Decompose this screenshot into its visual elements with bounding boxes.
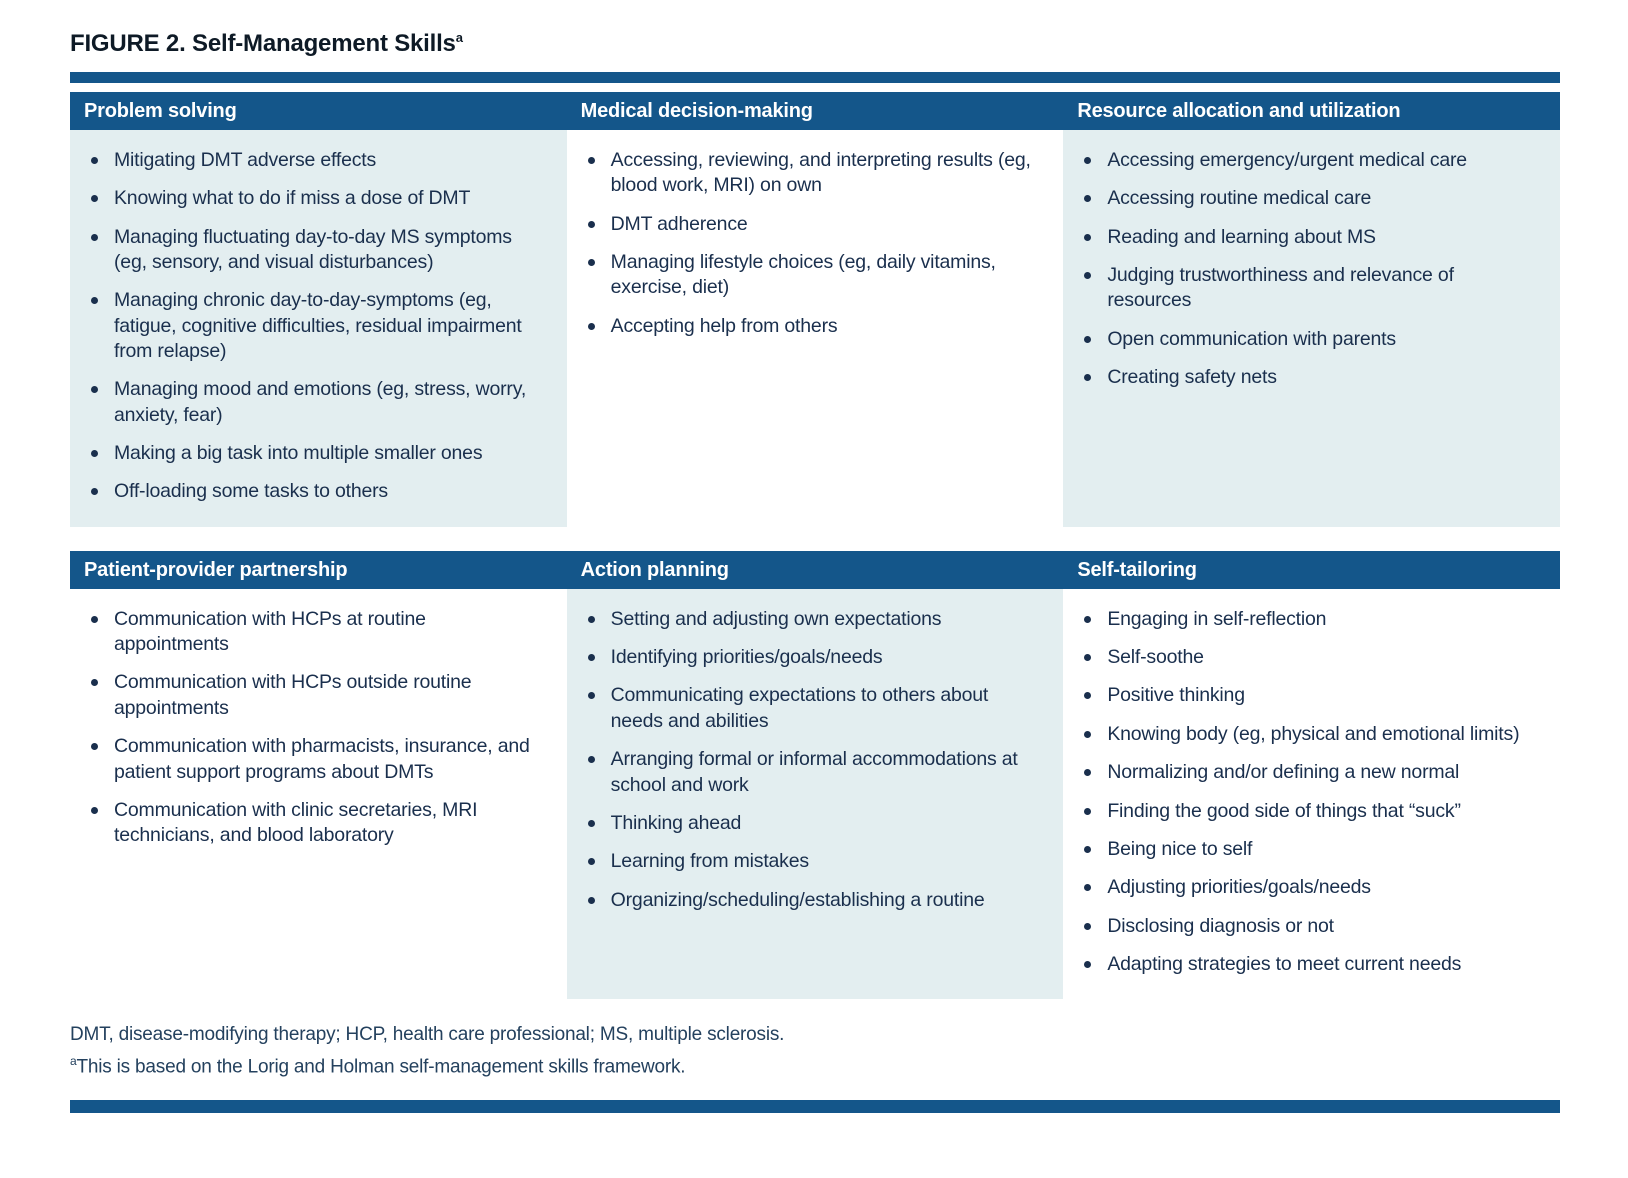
bottom-border-bar [70,1100,1560,1113]
panel-body-self-tailoring [1063,589,1560,999]
skill-item: Adjusting priorities/goals/needs [1081,875,1534,900]
panel-body-problem-solving [70,130,567,527]
skill-item: Communication with HCPs at routine appointments [88,607,541,658]
figure-name: Self-Management Skills [185,30,456,57]
skill-item: Disclosing diagnosis or not [1081,914,1534,939]
skill-item: Managing mood and emotions (eg, stress, worry, anxiety, fear) [88,377,541,428]
skill-item: Finding the good side of things that “suck” [1081,799,1534,824]
panel-body-action-planning [567,589,1064,999]
skill-item: Communication with clinic secretaries, MRI technicians, and blood laboratory [88,798,541,849]
skill-item: Being nice to self [1081,837,1534,862]
skill-item: Accepting help from others [585,314,1038,339]
skill-item: Adapting strategies to meet current needs [1081,952,1534,977]
skill-list-patient-provider-partnership [88,607,541,849]
skill-item: Judging trustworthiness and relevance of resources [1081,263,1534,314]
skill-item: Accessing routine medical care [1081,186,1534,211]
skill-item: Accessing emergency/urgent medical care [1081,148,1534,173]
skill-item: Off-loading some tasks to others [88,479,541,504]
skill-item: Positive thinking [1081,683,1534,708]
figure-title-superscript: a [455,30,463,45]
source-footnote [70,1052,1560,1082]
skill-item: Open communication with parents [1081,327,1534,352]
panel-body-medical-decision-making [567,130,1064,527]
skill-item: Managing chronic day-to-day-symptoms (eg, fatigue, cognitive difficulties, residual impairment from relapse) [88,288,541,364]
skill-item: Setting and adjusting own expectations [585,607,1038,632]
skill-item: Communicating expectations to others about needs and abilities [585,683,1038,734]
skill-item: Making a big task into multiple smaller ones [88,441,541,466]
skill-item: Identifying priorities/goals/needs [585,645,1038,670]
skill-list-medical-decision-making [585,148,1038,339]
source-footnote-superscript: a [70,1053,77,1068]
skill-item: Thinking ahead [585,811,1038,836]
skill-item: Mitigating DMT adverse effects [88,148,541,173]
skills-row-2 [70,551,1560,999]
panel-header-action-planning: Action planning [567,551,1064,589]
top-border-bar [70,72,1560,83]
skill-item: Reading and learning about MS [1081,225,1534,250]
figure-title [70,30,1560,58]
figure-footnotes [70,1021,1560,1081]
panel-header-problem-solving: Problem solving [70,92,567,130]
skill-list-action-planning [585,607,1038,913]
source-footnote-text: This is based on the Lorig and Holman self-management skills framework. [76,1056,686,1078]
skill-item: Accessing, reviewing, and interpreting results (eg, blood work, MRI) on own [585,148,1038,199]
skill-item: Normalizing and/or defining a new normal [1081,760,1534,785]
skill-item: Knowing body (eg, physical and emotional limits) [1081,722,1534,747]
skill-list-problem-solving [88,148,541,505]
panel-header-medical-decision-making: Medical decision-making [567,92,1064,130]
skill-item: Self-soothe [1081,645,1534,670]
skill-item: Organizing/scheduling/establishing a routine [585,888,1038,913]
skill-item: Knowing what to do if miss a dose of DMT [88,186,541,211]
figure-label: FIGURE 2. [70,30,186,57]
skill-list-self-tailoring [1081,607,1534,977]
panel-header-patient-provider-partnership: Patient-provider partnership [70,551,567,589]
skills-row-1 [70,92,1560,527]
skill-item: Arranging formal or informal accommodations at school and work [585,747,1038,798]
abbreviations-footnote: DMT, disease-modifying therapy; HCP, health care professional; MS, multiple sclerosis. [70,1024,785,1046]
skill-item: Communication with HCPs outside routine appointments [88,670,541,721]
skill-list-resource-allocation [1081,148,1534,390]
figure-2-self-management-skills [70,30,1560,1113]
skill-item: Communication with pharmacists, insurance, and patient support programs about DMTs [88,734,541,785]
skill-item: DMT adherence [585,212,1038,237]
skill-item: Learning from mistakes [585,849,1038,874]
skill-item: Managing lifestyle choices (eg, daily vitamins, exercise, diet) [585,250,1038,301]
panel-body-patient-provider-partnership [70,589,567,999]
skill-item: Engaging in self-reflection [1081,607,1534,632]
panel-header-self-tailoring: Self-tailoring [1063,551,1560,589]
panel-body-resource-allocation [1063,130,1560,527]
skill-item: Managing fluctuating day-to-day MS symptoms (eg, sensory, and visual disturbances) [88,225,541,276]
skill-item: Creating safety nets [1081,365,1534,390]
panel-header-resource-allocation: Resource allocation and utilization [1063,92,1560,130]
